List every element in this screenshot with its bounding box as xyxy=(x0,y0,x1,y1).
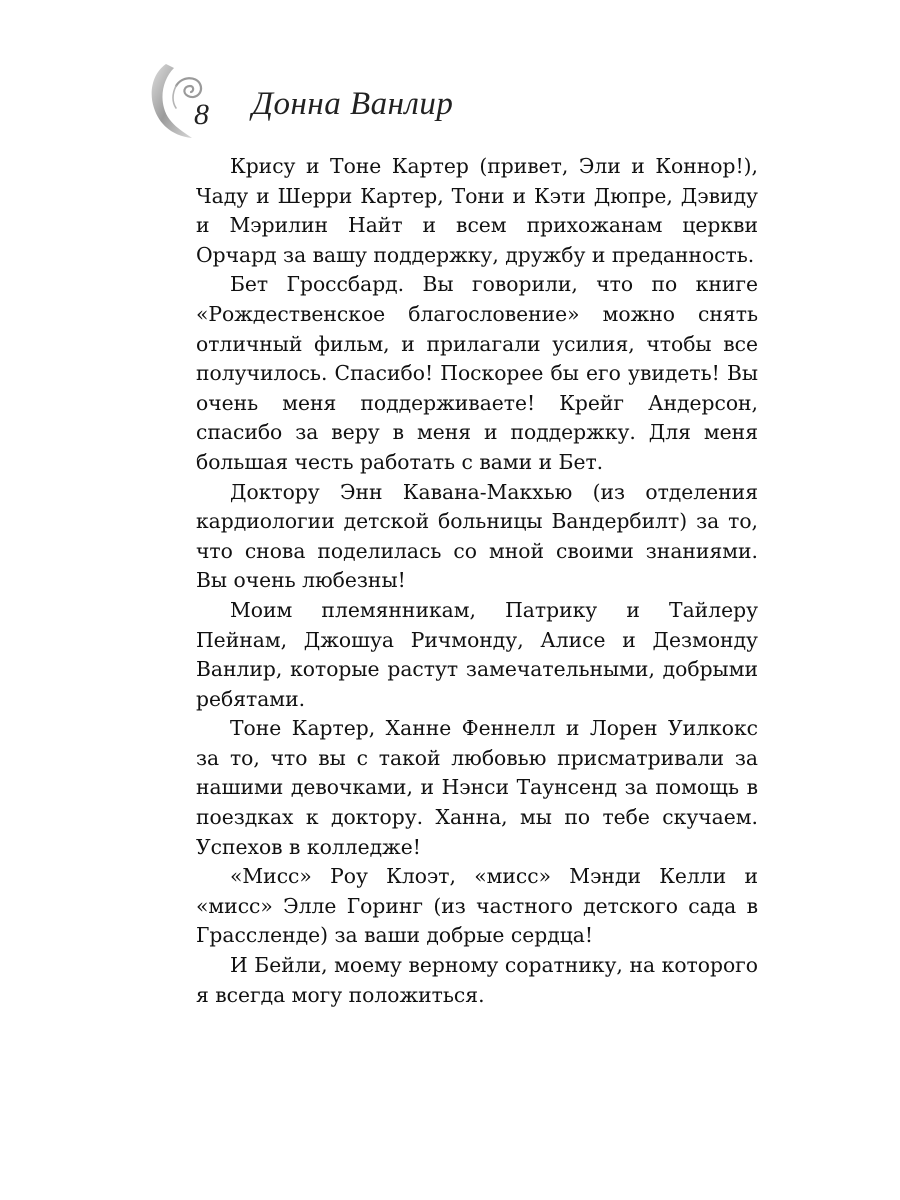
body-text xyxy=(196,152,758,1010)
page-number: 8 xyxy=(194,98,209,131)
paragraph: Моим племянникам, Патрику и Тайлеру Пейнам, Джошуа Ричмонду, Алисе и Дезмонду Ванлир, которые растут замечательными, добрыми ребятами. xyxy=(196,597,758,711)
paragraph: Тоне Картер, Ханне Феннелл и Лорен Уилкокс за то, что вы с такой любовью присматривали за нашими девочками, и Нэнси Таунсенд за помощь в поездках к доктору. Ханна, мы по тебе скучаем. Успехов в колледже! xyxy=(196,716,758,859)
paragraph: И Бейли, моему верному соратнику, на которого я всегда могу положиться. xyxy=(196,953,758,1007)
paragraph: Бет Гроссбард. Вы говорили, что по книге «Рождественское благословение» можно снять отличный фильм, и прилагали усилия, чтобы все получилось. Спасибо! Поскорее бы его увидеть! Вы очень меня поддерживаете! Крейг Андерсон, спасибо за веру в меня и поддержку. Для меня большая честь работать с вами и Бет. xyxy=(196,272,758,474)
paragraph: «Мисс» Роу Клоэт, «мисс» Мэнди Келли и «мисс» Элле Горинг (из частного детского сада в Грассленде) за ваши добрые сердца! xyxy=(196,864,758,948)
running-head-author: Донна Ванлир xyxy=(252,86,454,122)
paragraph: Доктору Энн Кавана-Макхью (из отделения кардиологии детской больницы Вандербилт) за то, что снова поделилась со мной своими знаниями. Вы очень любезны! xyxy=(196,479,758,593)
paragraph: Крису и Тоне Картер (привет, Эли и Коннор!), Чаду и Шерри Картер, Тони и Кэти Дюпре, Дэвиду и Мэрилин Найт и всем прихожанам церкви Орчард за вашу поддержку, дружбу и преданность. xyxy=(196,154,758,267)
